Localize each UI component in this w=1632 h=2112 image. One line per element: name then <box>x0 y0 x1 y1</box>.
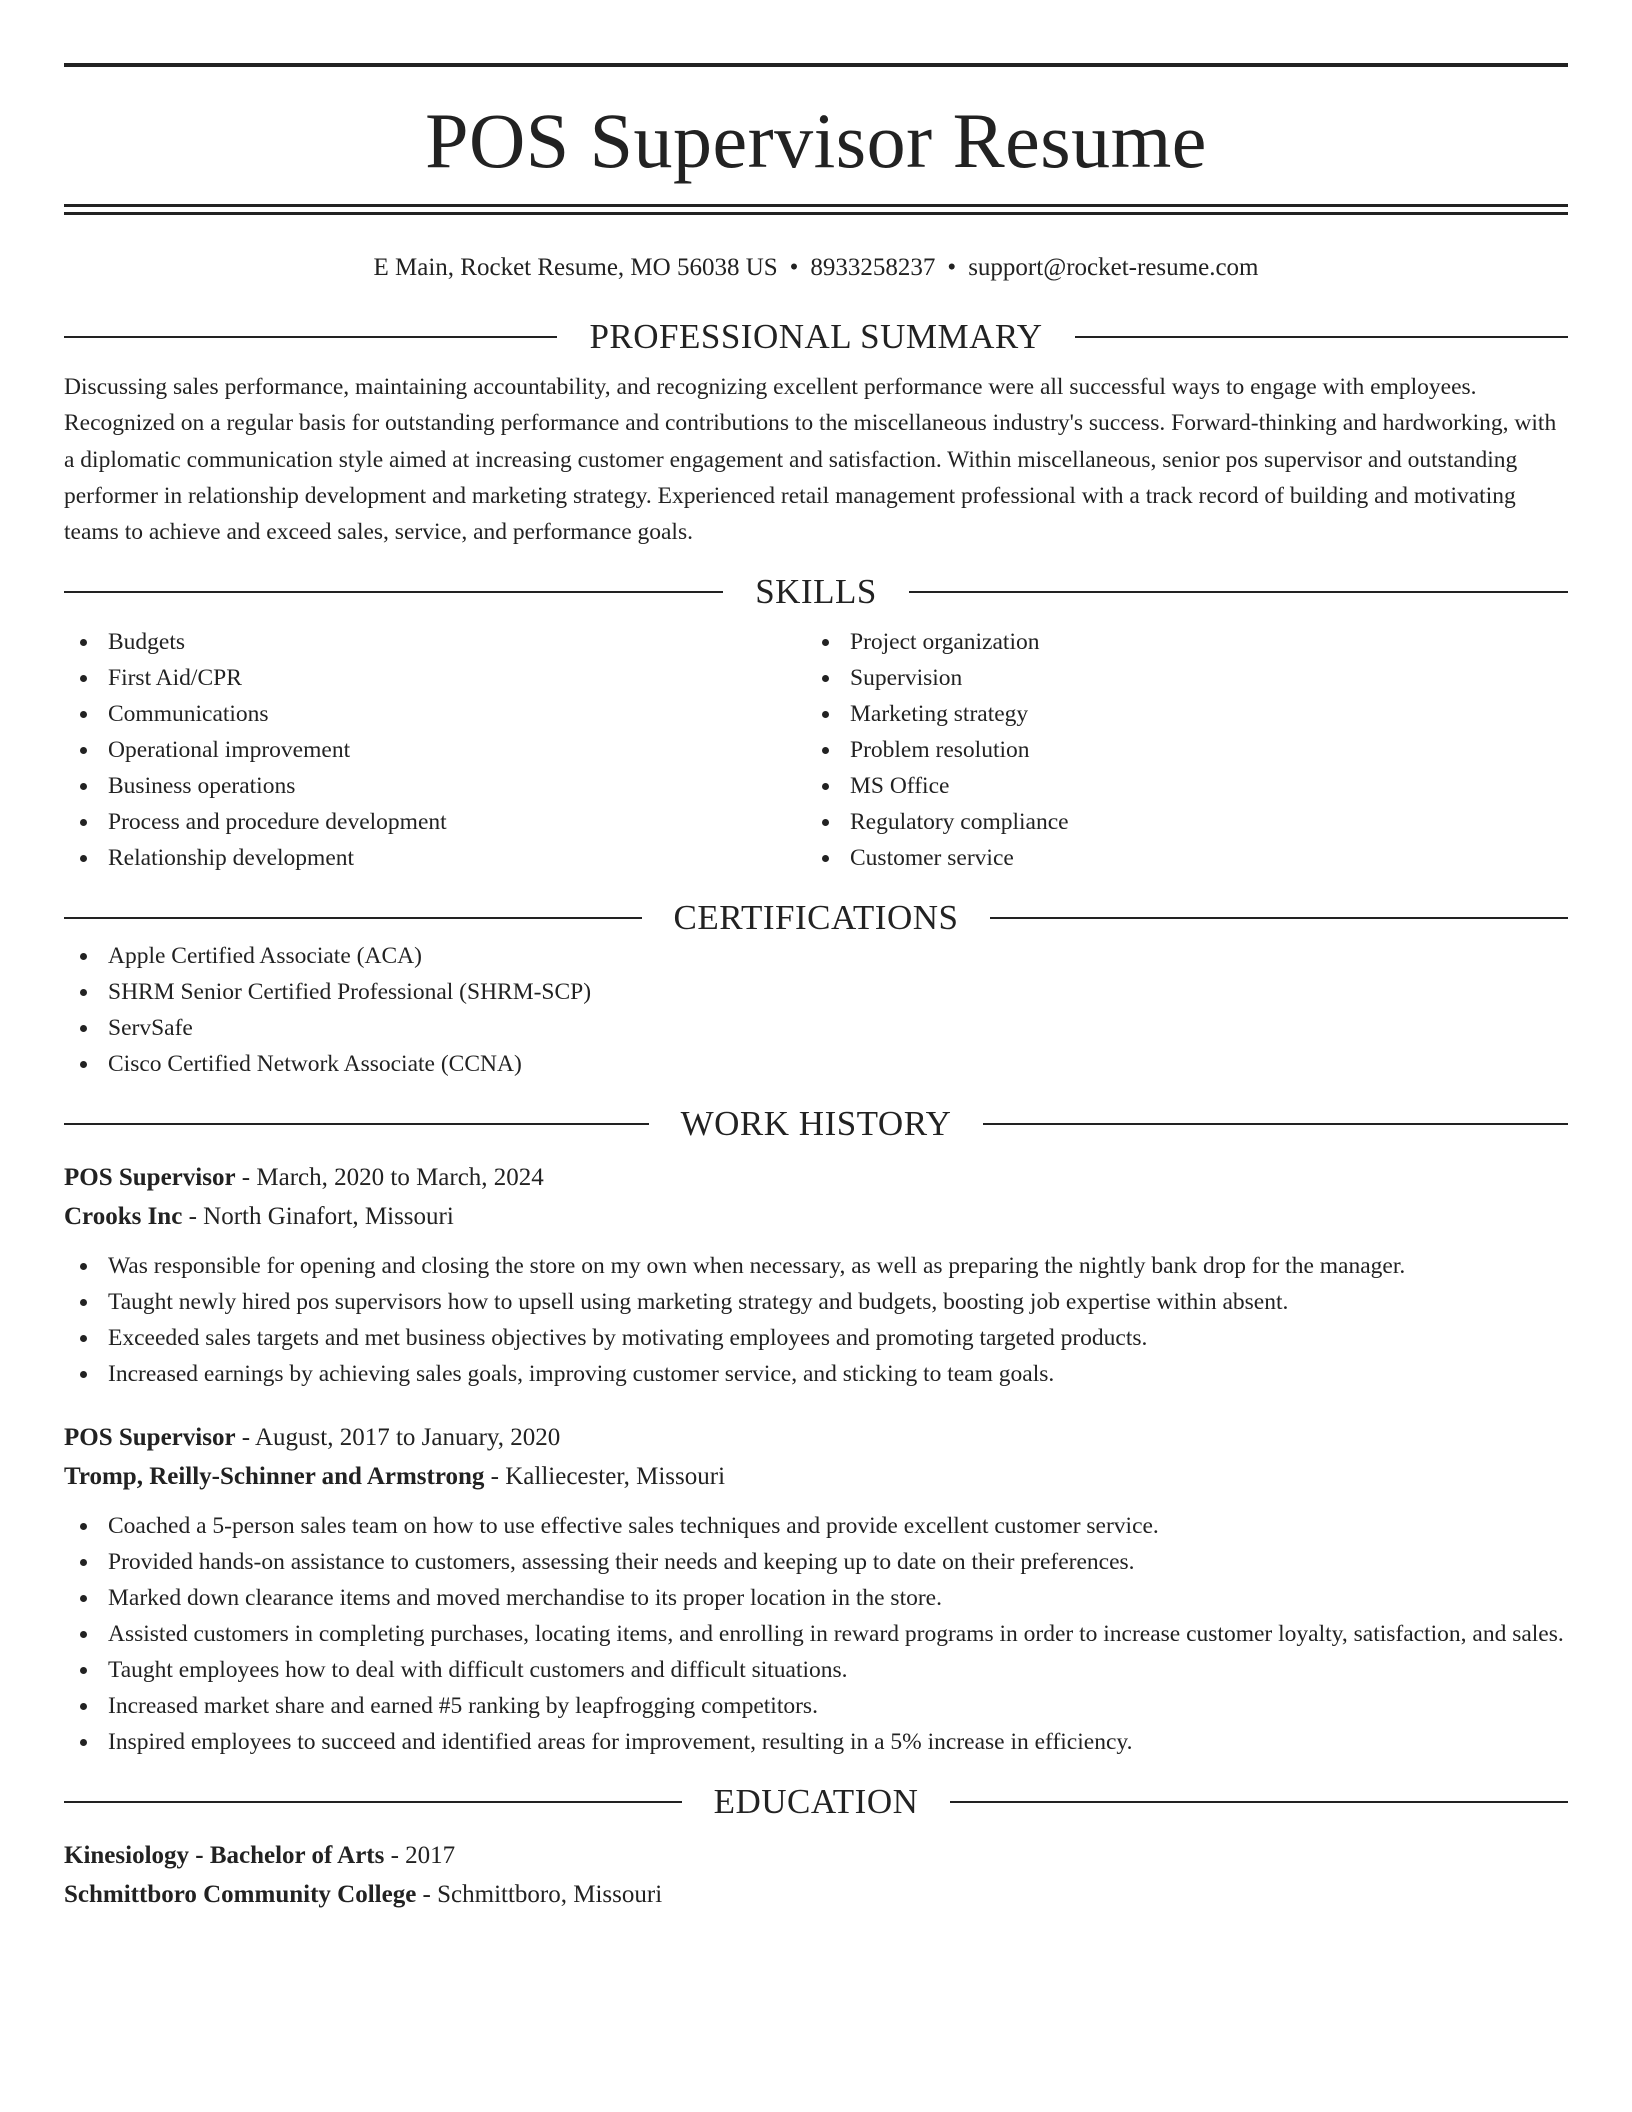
top-rule <box>64 63 1568 67</box>
resume-title: POS Supervisor Resume <box>425 97 1207 184</box>
certification-item: ServSafe <box>64 1010 1568 1046</box>
skill-item: Marketing strategy <box>806 696 1548 732</box>
skills-list <box>64 624 1568 876</box>
contact-separator: • <box>789 254 799 281</box>
skill-item: Relationship development <box>64 840 806 876</box>
section-title-education: EDUCATION <box>713 1782 919 1822</box>
skills-section-header <box>64 572 1568 612</box>
education-section-header <box>64 1782 1568 1822</box>
resume-page <box>64 0 1568 1914</box>
certifications-list <box>64 938 1568 1082</box>
job-bullet: Increased market share and earned #5 ranking by leapfrogging competitors. <box>64 1688 1568 1724</box>
job-bullet: Increased earnings by achieving sales goals, improving customer service, and sticking to team goals. <box>64 1356 1568 1392</box>
section-title-work: WORK HISTORY <box>680 1104 952 1144</box>
job-bullet: Taught newly hired pos supervisors how to upsell using marketing strategy and budgets, boosting job expertise within absent. <box>64 1284 1568 1320</box>
job-location: - Kalliecester, Missouri <box>484 1463 726 1491</box>
job-location: - North Ginafort, Missouri <box>182 1203 454 1231</box>
education-degree: Kinesiology - Bachelor of Arts <box>64 1842 385 1870</box>
job-role: POS Supervisor <box>64 1164 236 1192</box>
contact-separator: • <box>947 254 957 281</box>
education-entry <box>64 1836 1568 1914</box>
job-bullet: Exceeded sales targets and met business objectives by motivating employees and promoting targeted products. <box>64 1320 1568 1356</box>
certification-item: SHRM Senior Certified Professional (SHRM-SCP) <box>64 974 1568 1010</box>
section-title-certifications: CERTIFICATIONS <box>673 898 959 938</box>
education-location: - Schmittboro, Missouri <box>416 1881 663 1909</box>
skill-item: Project organization <box>806 624 1548 660</box>
job-bullet: Assisted customers in completing purchases, locating items, and enrolling in reward programs in order to increase customer loyalty, satisfaction, and sales. <box>64 1616 1568 1652</box>
skill-item: Problem resolution <box>806 732 1548 768</box>
job-entry <box>64 1418 1568 1760</box>
work-section-header <box>64 1104 1568 1144</box>
job-bullet: Taught employees how to deal with difficult customers and difficult situations. <box>64 1652 1568 1688</box>
job-bullet: Provided hands-on assistance to customers, assessing their needs and keeping up to date on their preferences. <box>64 1544 1568 1580</box>
skill-item: First Aid/CPR <box>64 660 806 696</box>
contact-email: support@rocket-resume.com <box>968 254 1259 281</box>
certifications-section-header <box>64 898 1568 938</box>
job-bullet: Was responsible for opening and closing the store on my own when necessary, as well as preparing the nightly bank drop for the manager. <box>64 1248 1568 1284</box>
contact-address: E Main, Rocket Resume, MO 56038 US <box>373 254 778 281</box>
skill-item: Business operations <box>64 768 806 804</box>
job-dates: - August, 2017 to January, 2020 <box>235 1424 561 1452</box>
contact-phone: 8933258237 <box>810 254 936 281</box>
skill-item: Supervision <box>806 660 1548 696</box>
skill-item: Operational improvement <box>64 732 806 768</box>
contact-line <box>64 253 1568 283</box>
section-title-skills: SKILLS <box>755 572 877 612</box>
job-bullet: Coached a 5-person sales team on how to use effective sales techniques and provide excellent customer service. <box>64 1508 1568 1544</box>
summary-text: Discussing sales performance, maintaining accountability, and recognizing excellent performance were all successful ways to engage with employees. Recognized on a regular basis for outstanding performance and contributions to the miscellaneous industry's success. Forward-thinking and hardworking, with a diplomatic communication style aimed at increasing customer engagement and satisfaction. Within miscellaneous, senior pos supervisor and outstanding performer in relationship development and marketing strategy. Experienced retail management professional with a track record of building and motivating teams to achieve and exceed sales, service, and performance goals. <box>64 374 1557 546</box>
skill-item: Communications <box>64 696 806 732</box>
summary-section-header <box>64 317 1568 357</box>
education-year: - 2017 <box>384 1842 456 1870</box>
certification-item: Cisco Certified Network Associate (CCNA) <box>64 1046 1568 1082</box>
job-bullets <box>64 1508 1568 1760</box>
job-dates: - March, 2020 to March, 2024 <box>235 1164 544 1192</box>
education-school: Schmittboro Community College <box>64 1881 417 1909</box>
section-title-summary: PROFESSIONAL SUMMARY <box>589 317 1043 356</box>
title-double-rule <box>64 204 1568 215</box>
job-entry <box>64 1158 1568 1392</box>
job-role: POS Supervisor <box>64 1424 236 1452</box>
certification-item: Apple Certified Associate (ACA) <box>64 938 1568 974</box>
job-bullet: Marked down clearance items and moved merchandise to its proper location in the store. <box>64 1580 1568 1616</box>
skill-item: Customer service <box>806 840 1548 876</box>
skill-item: Budgets <box>64 624 806 660</box>
job-bullets <box>64 1248 1568 1392</box>
skill-item: Process and procedure development <box>64 804 806 840</box>
skill-item: MS Office <box>806 768 1548 804</box>
skill-item: Regulatory compliance <box>806 804 1548 840</box>
job-company: Crooks Inc <box>64 1203 183 1231</box>
job-bullet: Inspired employees to succeed and identified areas for improvement, resulting in a 5% increase in efficiency. <box>64 1724 1568 1760</box>
job-company: Tromp, Reilly-Schinner and Armstrong <box>64 1463 485 1491</box>
